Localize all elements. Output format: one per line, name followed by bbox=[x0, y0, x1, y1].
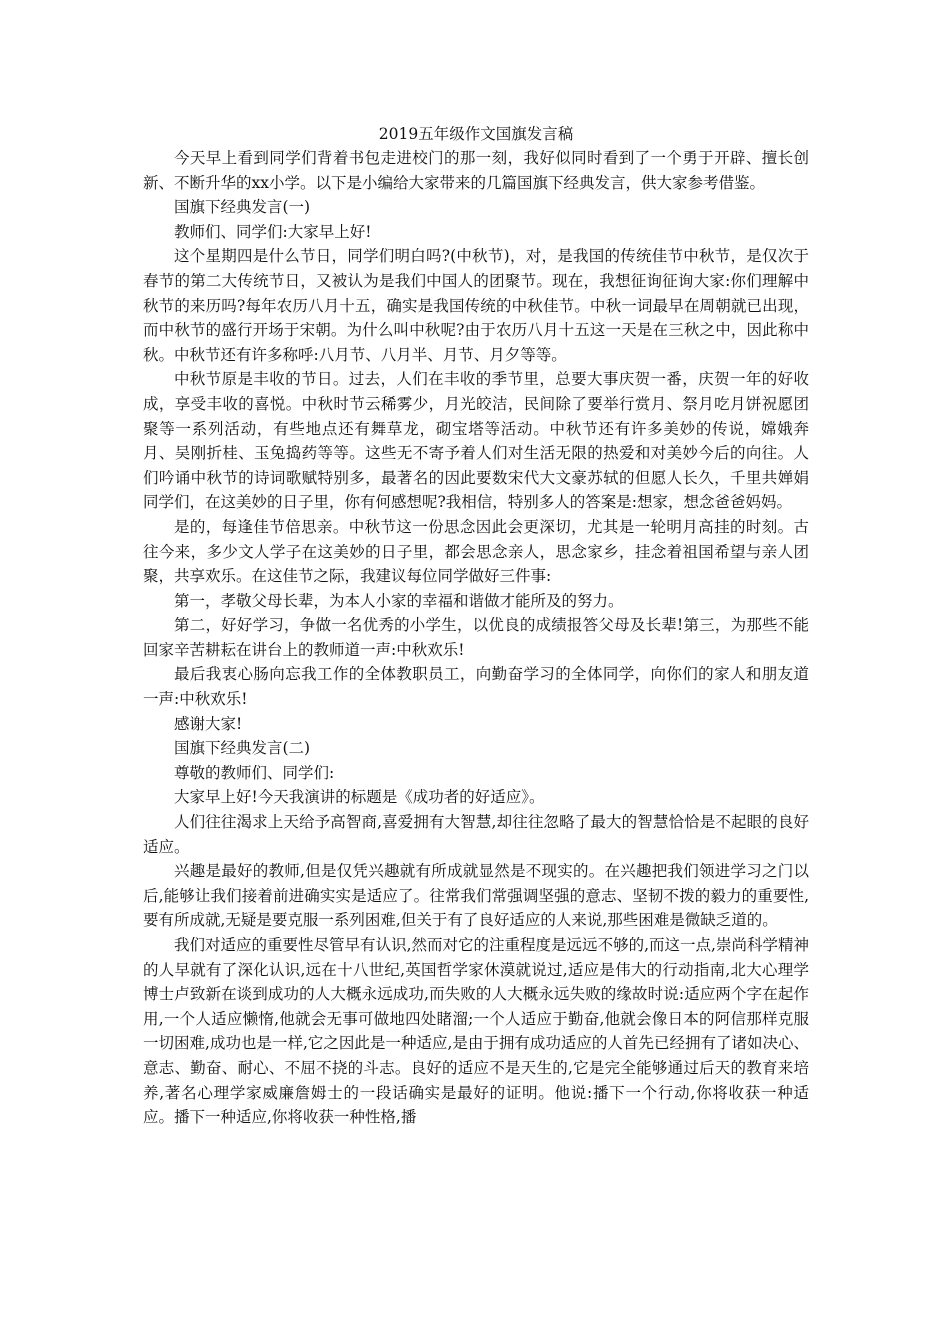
paragraph-first: 第一，孝敬父母长辈，为本人小家的幸福和谐做才能所及的努力。 bbox=[174, 591, 624, 610]
paragraph-harvest: 中秋节原是丰收的节日。过去，人们在丰收的季节里，总要大事庆贺一番，庆贺一年的好收成，享受丰收的喜悦。中秋时节云稀雾少，月光皎洁，民间除了要举行赏月、祭月吃月饼祝愿团聚等一系列活动，有些地点还有舞草龙，砌宝塔等活动。中秋节还有许多美妙的传说，嫦娥奔月、吴刚折桂、玉兔捣药等等。这些无不寄予着人们对生活无限的热爱和对美妙今后的向往。人们吟诵中秋节的诗词歌赋特别多，最著名的因此要数宋代大文豪苏轼的但愿人长久，千里共婵娟同学们，在这美妙的日子里，你有何感想呢?我相信，特别多人的答案是:想家，想念爸爸妈妈。 bbox=[143, 370, 809, 512]
section-heading-2: 国旗下经典发言(二) bbox=[174, 739, 311, 758]
paragraph-second-third: 第二，好好学习，争做一名优秀的小学生，以优良的成绩报答父母及长辈!第三，为那些不能回家辛苦耕耘在讲台上的教师道一声:中秋欢乐! bbox=[143, 616, 809, 659]
section-heading-1: 国旗下经典发言(一) bbox=[174, 198, 311, 217]
greeting-2: 尊敬的教师们、同学们: bbox=[174, 763, 335, 782]
paragraph-habit-importance: 我们对适应的重要性尽管早有认识,然而对它的注重程度是远远不够的,而这一点,崇尚科学精神的人早就有了深化认识,远在十八世纪,英国哲学家休漠就说过,适应是伟大的行动指南,北大心理学博士卢致新在谈到成功的人大概永远成功,而失败的人大概永远失败的缘故时说:适应两个字在起作用,一个人适应懒惰,他就会无事可做地四处睹溜;一个人适应于勤奋,他就会像日本的阿信那样克服一切困难,成功也是一样,它之因此是一种适应,是由于拥有成功适应的人首先已经拥有了诸如决心、意志、勤奋、耐心、不屈不挠的斗志。良好的适应不是天生的,它是完全能够通过后天的教育来培养,著名心理学家威廉詹姆士的一段话确实是最好的证明。他说:播下一个行动,你将收获一种适应。播下一种适应,你将收获一种性格,播 bbox=[143, 936, 809, 1127]
document-title: 2019五年级作文国旗发言稿 bbox=[378, 125, 574, 143]
paragraph-interest-teacher: 兴趣是最好的教师,但是仅凭兴趣就有所成就显然是不现实的。在兴趣把我们领进学习之门以后,能够让我们接着前进确实实是适应了。往常我们常强调坚强的意志、坚韧不拨的毅力的重要性,要有所成就,无疑是要克服一系列困难,但关于有了良好适应的人来说,那些困难是微缺乏道的。 bbox=[143, 862, 809, 930]
paragraph-missing-family: 是的，每逢佳节倍思亲。中秋节这一份思念因此会更深切，尤其是一轮明月高挂的时刻。古往今来，多少文人学子在这美妙的日子里，都会思念亲人，思念家乡，挂念着祖国希望与亲人团聚，共享欢乐。在这佳节之际，我建议每位同学做好三件事: bbox=[143, 517, 809, 586]
document-page bbox=[143, 122, 809, 1130]
paragraph-closing-wishes: 最后我衷心肠向忘我工作的全体教职员工，向勤奋学习的全体同学，向你们的家人和朋友道一声:中秋欢乐! bbox=[143, 665, 809, 709]
paragraph-thanks: 感谢大家! bbox=[174, 714, 243, 733]
paragraph-habit-wisdom: 人们往往渴求上天给予高智商,喜爱拥有大智慧,却往往忽略了最大的智慧恰恰是不起眼的良好适应。 bbox=[143, 813, 809, 856]
greeting-1: 教师们、同学们:大家早上好! bbox=[174, 222, 372, 241]
paragraph-mid-autumn-origin: 这个星期四是什么节日，同学们明白吗?(中秋节)，对，是我国的传统佳节中秋节，是仅次于春节的第二大传统节日，又被认为是我们中国人的团聚节。现在，我想征询征询大家:你们理解中秋节的来历吗?每年农历八月十五，确实是我国传统的中秋佳节。中秋一词最早在周朝就已出现，而中秋节的盛行开场于宋朝。为什么叫中秋呢?由于农历八月十五这一天是在三秋之中，因此称中秋。中秋节还有许多称呼:八月节、八月半、月节、月夕等等。 bbox=[143, 247, 809, 364]
paragraph-intro: 今天早上看到同学们背着书包走进校门的那一刻，我好似同时看到了一个勇于开辟、擅长创新、不断升华的xx小学。以下是小编给大家带来的几篇国旗下经典发言，供大家参考借鉴。 bbox=[143, 149, 809, 192]
paragraph-speech-topic: 大家早上好!今天我演讲的标题是《成功者的好适应》。 bbox=[174, 788, 545, 807]
